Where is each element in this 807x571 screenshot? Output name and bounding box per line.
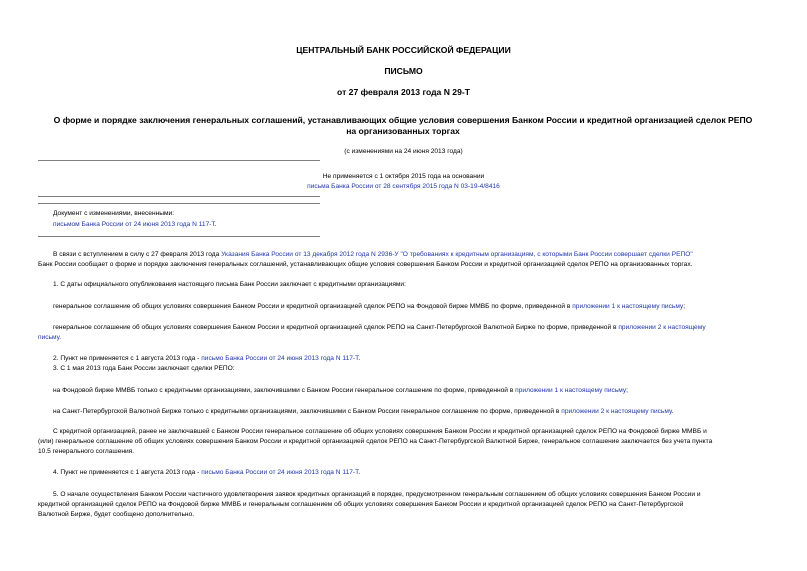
paragraph-2: 2. Пункт не применяется с 1 августа 2013 года - письмо Банка России от 24 июня 2013 года N 117-Т. [53,355,361,362]
paragraph-5-line3: Валютной Бирже, будет сообщено дополнительно. [38,511,195,518]
paragraph-4: 4. Пункт не применяется с 1 августа 2013 года - письмо Банка России от 24 июня 2013 года N 117-Т. [53,469,361,476]
appendix-1-link[interactable]: приложении 1 к настоящему письму [515,387,627,394]
divider [38,160,320,161]
paragraph-1b-line2: письму. [38,334,62,341]
document-title-line1: О форме и порядке заключения генеральных соглашений, устанавливающих общие условия совершения Банком России и кредитной организацией сделок РЕПО [53,115,753,125]
paragraph-5-line1: 5. О начале осуществления Банком России частичного удовлетворения заявок кредитных организаций в порядке, предусмотренном генеральным соглашением об общих условиях совершения Банком России и [53,491,701,498]
not-applied-note: Не применяется с 1 октября 2015 года на основании [322,173,485,180]
revision-note-line: письмом Банка России от 24 июня 2013 года N 117-Т. [53,221,217,228]
revision-letter-link[interactable]: письмом Банка России от 24 июня 2013 года N 117-Т [53,221,215,228]
divider [38,203,320,204]
paragraph-1b-line1: генеральное соглашение об общих условиях совершения Банком России и кредитной организацией сделок РЕПО на Санкт-Петербургской Валютной Бирже по форме, приведенной в приложении 2 к настоящему [53,324,706,331]
paragraph-3b: на Санкт-Петербургской Валютной Бирже только с кредитными организациями, заключившими с Банком России генеральное соглашение по форме, приведенной в приложении 2 к настоящему письму. [53,408,674,415]
document-date-number: от 27 февраля 2013 года N 29-Т [337,87,470,97]
paragraph-3c-line2: (или) генеральное соглашение об общих условиях совершения Банком России и кредитной организацией сделок РЕПО на Санкт-Петербургской Валютной Бирже, генеральное соглашение заключается без учета пункта [38,438,713,445]
paragraph-1a: генеральное соглашение об общих условиях совершения Банком России и кредитной организацией сделок РЕПО на Фондовой бирже ММВБ по форме, приведенной в приложении 1 к настоящему письму; [53,303,686,310]
paragraph-1: 1. С даты официального опубликования настоящего письма Банк России заключает с кредитными организациями: [53,281,406,288]
appendix-2-link[interactable]: приложении 2 к настоящему письму [561,408,672,415]
not-applied-link[interactable]: письма Банка России от 28 сентября 2015 года N 03-19-4/8416 [307,183,500,190]
letter-117t-link[interactable]: письмо Банка России от 24 июня 2013 года N 117-Т [201,355,359,362]
ukazanie-2936-link[interactable]: Указания Банка России от 13 декабря 2012 года N 2936-У "О требованиях к кредитным организациям, с которыми Банк России совершает сделки РЕПО" [221,251,693,258]
not-applied-link-line [0,182,807,191]
paragraph-3: 3. С 1 мая 2013 года Банк России заключает сделки РЕПО: [53,365,235,372]
paragraph-3c-line1: С кредитной организацией, ранее не заключавшей с Банком России генеральное соглашение об общих условиях совершения Банком России и кредитной организацией сделок РЕПО на Фондовой бирже ММВБ и [53,428,707,435]
divider [38,236,320,237]
document-type: ПИСЬМО [384,66,423,76]
intro-paragraph-line2: Банк России сообщает о форме и порядке заключения генеральных соглашений, устанавливающих общие условия совершения Банком России и кредитной организацией сделок РЕПО на организованных торгах. [38,261,693,268]
appendix-2-link-cont[interactable]: письму [38,334,60,341]
intro-paragraph-line1: В связи с вступлением в силу с 27 февраля 2013 года Указания Банка России от 13 декабря 2012 года N 2936-У "О требованиях к кредитным организациям, с которыми Банк России совершает сделки РЕПО" [53,251,693,258]
letter-117t-link[interactable]: письмо Банка России от 24 июня 2013 года N 117-Т [201,469,359,476]
paragraph-3c-line3: 10.5 генерального соглашения. [38,448,135,455]
paragraph-3a: на Фондовой бирже ММВБ только с кредитными организациями, заключившими с Банком России генеральное соглашение по форме, приведенной в приложении 1 к настоящему письму; [53,387,629,394]
paragraph-5-line2: кредитной организацией сделок РЕПО на Фондовой бирже ММВБ и генеральным соглашением об общих условиях совершения Банком России и кредитной организацией сделок РЕПО на Санкт-Петербургской [38,501,684,508]
divider [38,196,320,197]
appendix-1-link[interactable]: приложении 1 к настоящему письму [572,303,684,310]
appendix-2-link[interactable]: приложении 2 к настоящему [618,324,706,331]
revision-note-label: Документ с изменениями, внесенными: [53,210,175,217]
issuer-heading: ЦЕНТРАЛЬНЫЙ БАНК РОССИЙСКОЙ ФЕДЕРАЦИИ [296,45,511,55]
amendment-note: (с изменениями на 24 июня 2013 года) [344,148,463,155]
document-title-line2: на организованных торгах [346,126,460,136]
